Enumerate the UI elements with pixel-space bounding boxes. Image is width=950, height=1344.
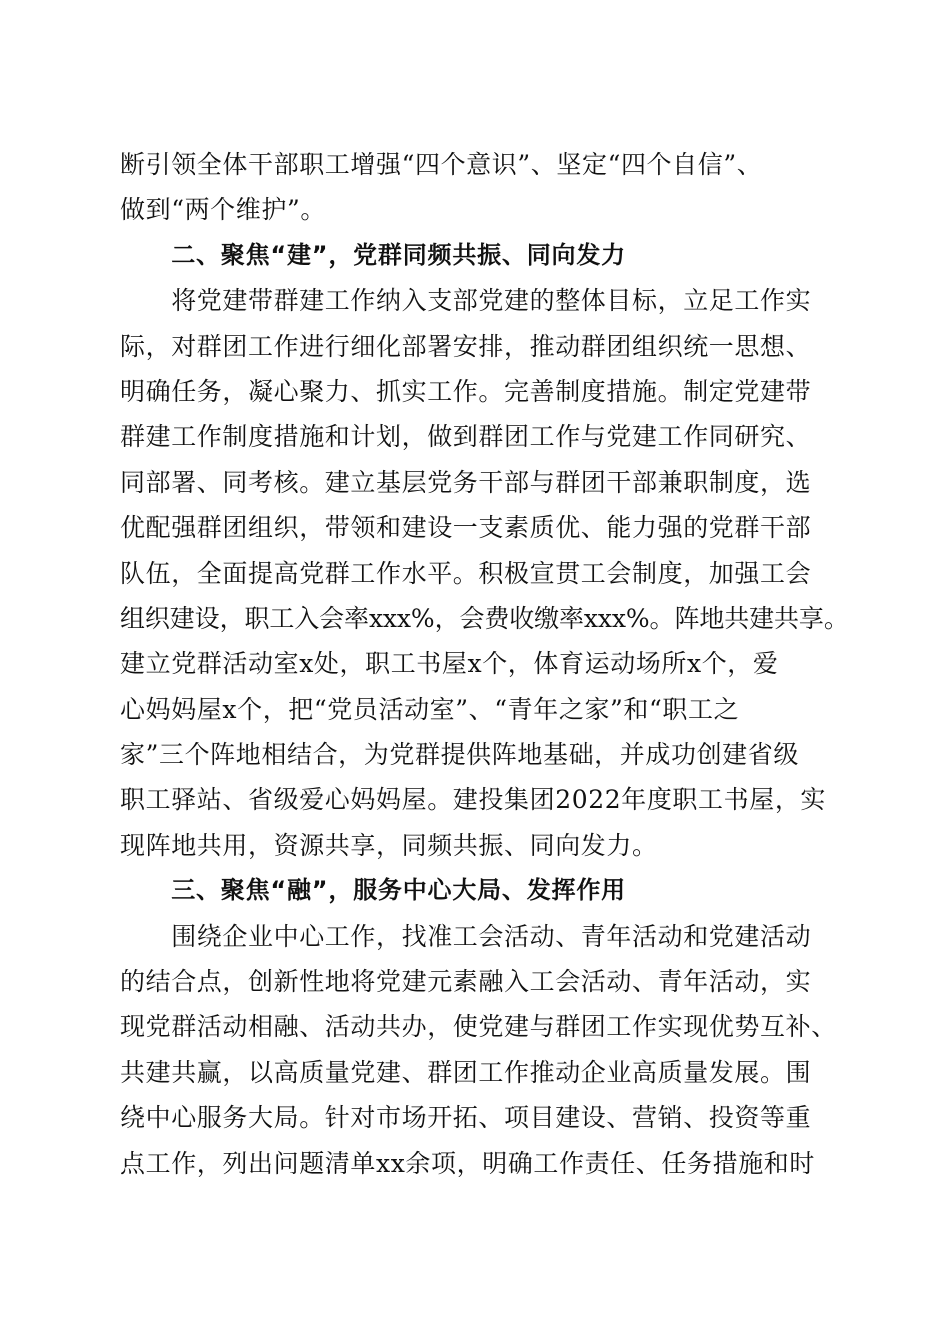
paragraph-line: 家”三个阵地相结合，为党群提供阵地基础，并成功创建省级 — [120, 740, 799, 770]
paragraph-line: 围绕企业中心工作，找准工会活动、青年活动和党建活动 — [171, 921, 812, 951]
paragraph-line: 队伍，全面提高党群工作水平。积极宣贯工会制度，加强工会 — [120, 558, 812, 588]
paragraph-line: 明确任务，凝心聚力、抓实工作。完善制度措施。制定党建带 — [120, 376, 812, 406]
paragraph-line: 将党建带群建工作纳入支部党建的整体目标，立足工作实 — [171, 286, 812, 316]
paragraph-line: 共建共赢，以高质量党建、群团工作推动企业高质量发展。围 — [120, 1057, 812, 1087]
paragraph-line: 绕中心服务大局。针对市场开拓、项目建设、营销、投资等重 — [120, 1103, 812, 1133]
paragraph-line: 现阵地共用，资源共享，同频共振、同向发力。 — [120, 830, 658, 860]
paragraph-line: 心妈妈屋x个，把“党员活动室”、“青年之家”和“职工之 — [120, 694, 740, 724]
paragraph-line: 的结合点，创新性地将党建元素融入工会活动、青年活动，实 — [120, 967, 812, 997]
paragraph-line: 建立党群活动室x处，职工书屋x个，体育运动场所x个，爱 — [120, 649, 779, 679]
paragraph-line: 优配强群团组织，带领和建设一支素质优、能力强的党群干部 — [120, 513, 812, 543]
paragraph-line: 职工驿站、省级爱心妈妈屋。建投集团2022年度职工书屋，实 — [120, 785, 827, 815]
paragraph-line: 做到“两个维护”。 — [120, 195, 326, 225]
section-heading: 二、聚焦“建”，党群同频共振、同向发力 — [171, 240, 626, 269]
paragraph-line: 同部署、同考核。建立基层党务干部与群团干部兼职制度，选 — [120, 467, 812, 497]
document-body — [120, 142, 850, 1186]
paragraph-line: 组织建设，职工入会率xxx%，会费收缴率xxx%。阵地共建共享。 — [120, 603, 849, 633]
paragraph-line: 群建工作制度措施和计划，做到群团工作与党建工作同研究、 — [120, 422, 812, 452]
section-heading: 三、聚焦“融”，服务中心大局、发挥作用 — [171, 876, 626, 905]
paragraph-line: 际，对群团工作进行细化部署安排，推动群团组织统一思想、 — [120, 331, 812, 361]
paragraph-line: 现党群活动相融、活动共办，使党建与群团工作实现优势互补、 — [120, 1012, 837, 1042]
paragraph-line: 点工作，列出问题清单xx余项，明确工作责任、任务措施和时 — [120, 1148, 816, 1178]
paragraph-line: 断引领全体干部职工增强“四个意识”、坚定“四个自信”、 — [120, 150, 763, 179]
